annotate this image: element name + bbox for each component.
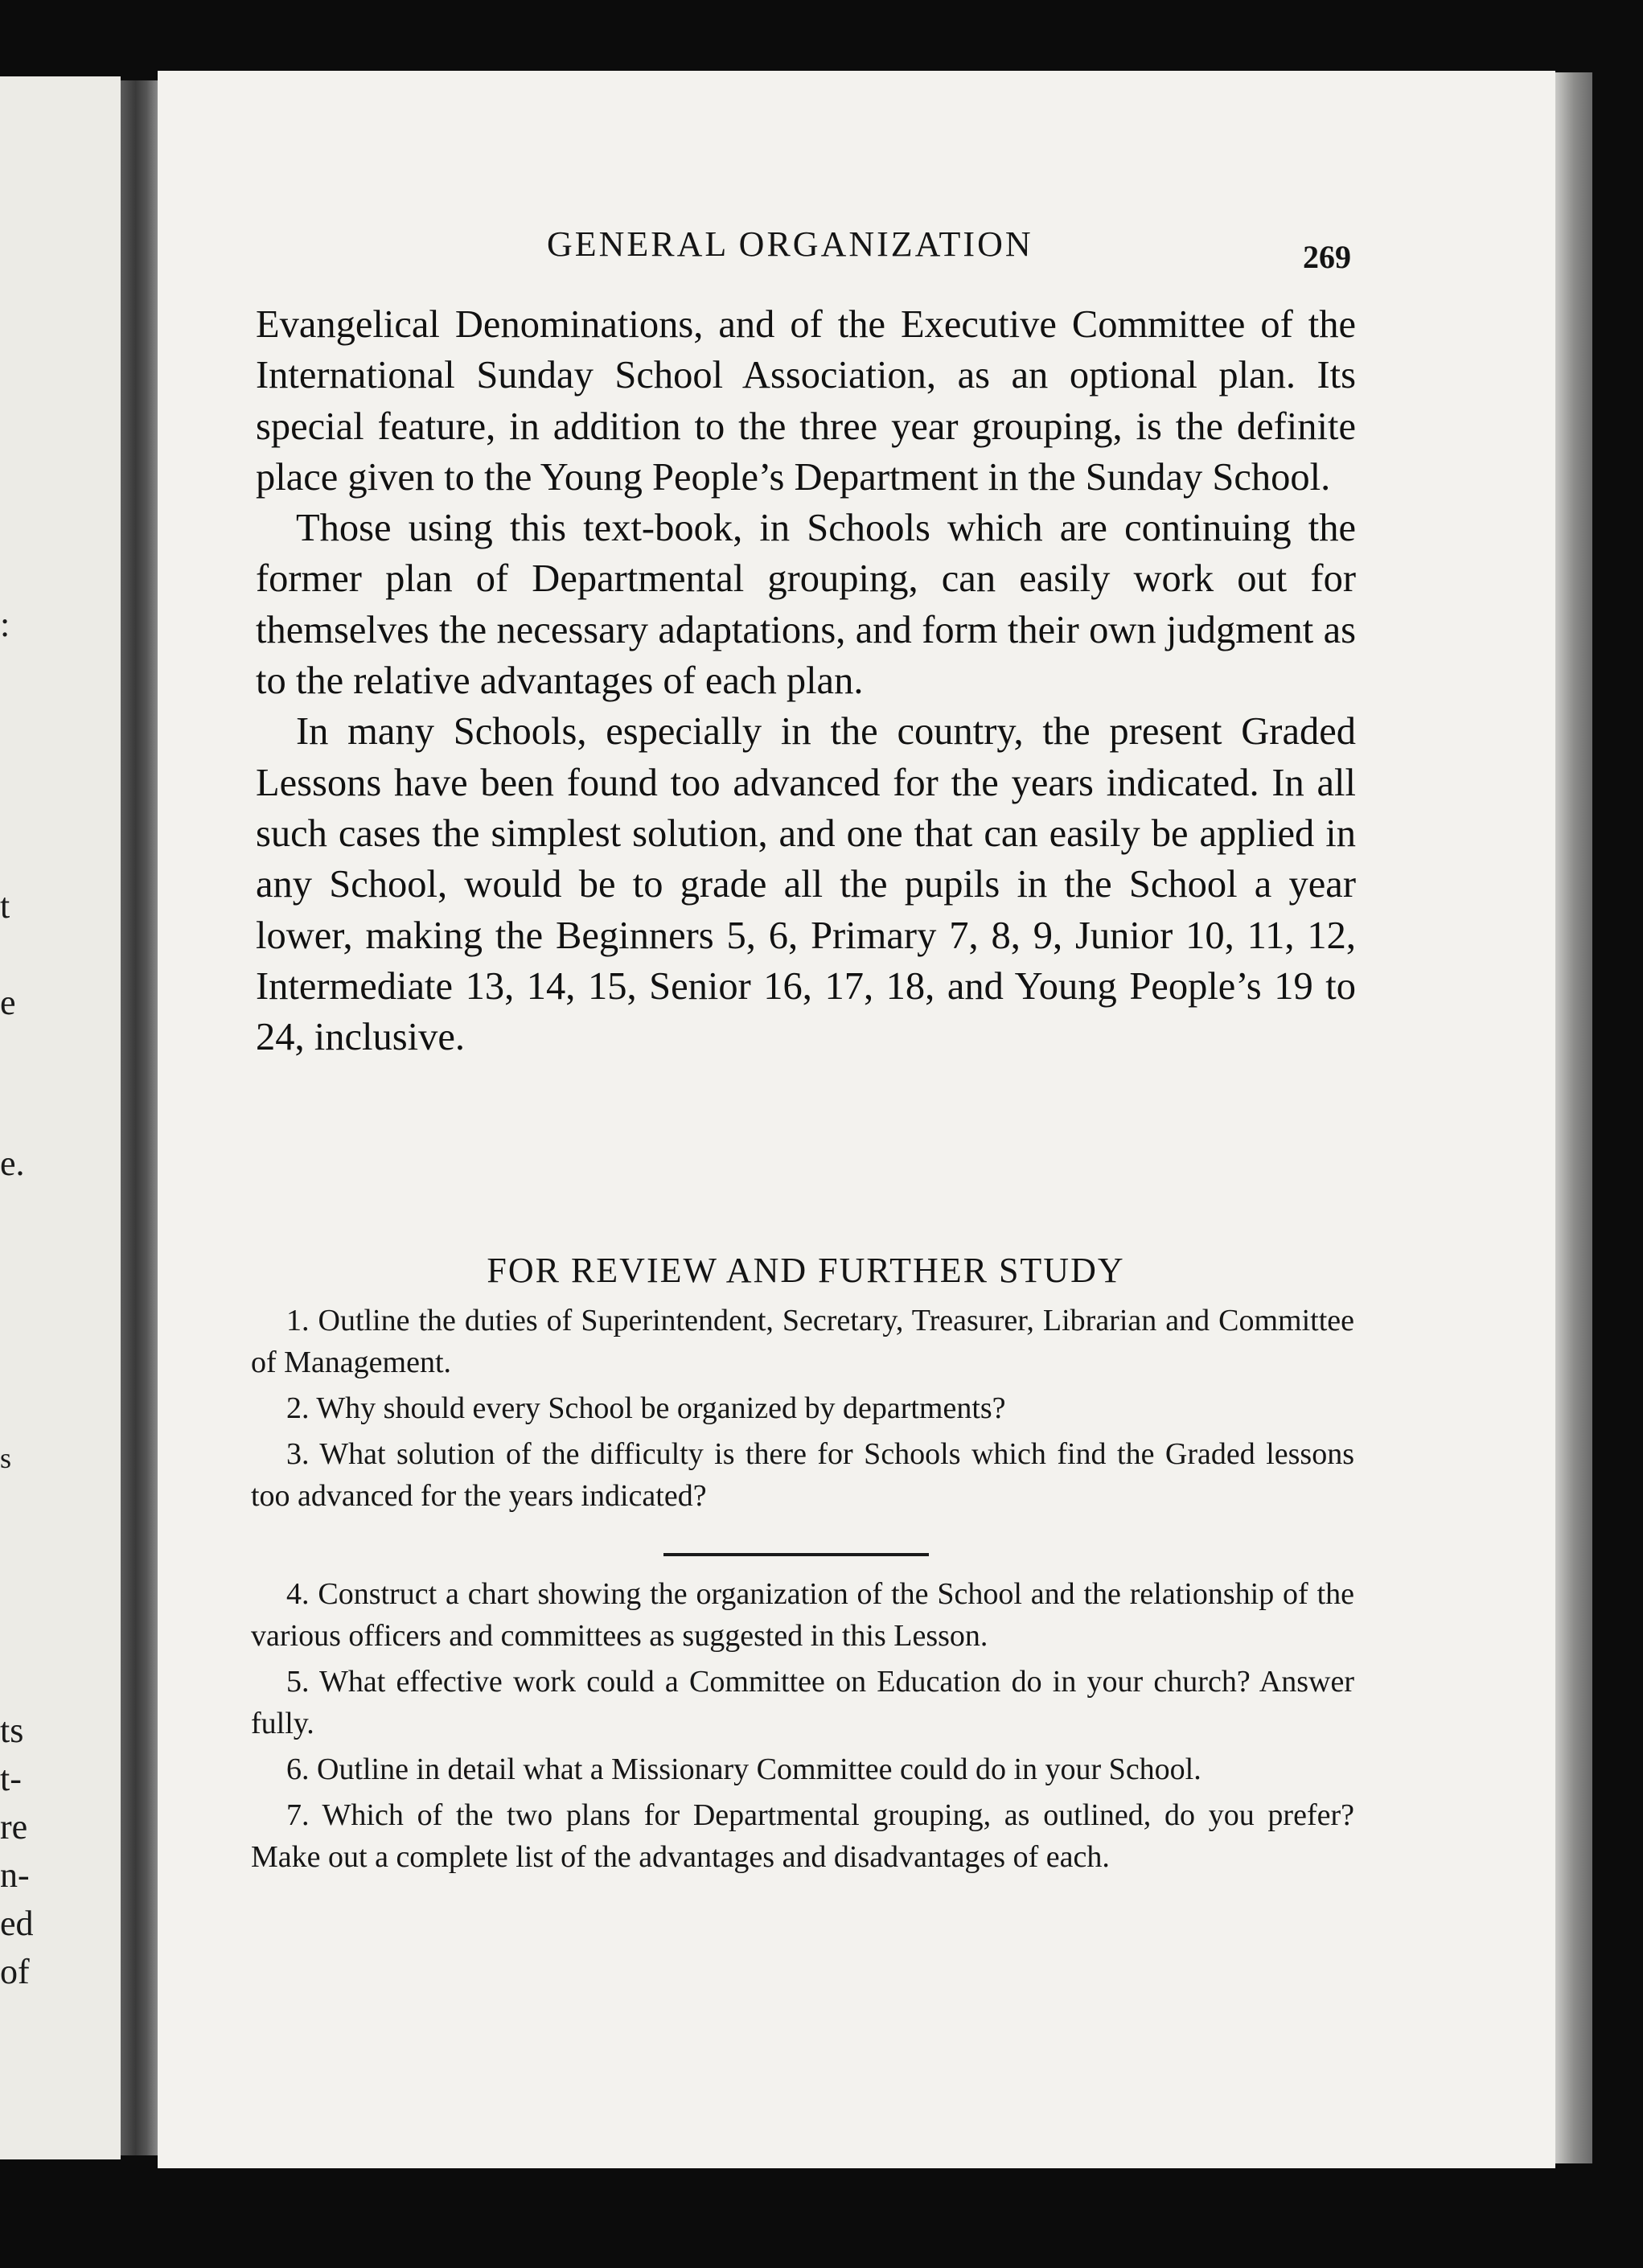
page-number: 269: [1303, 239, 1351, 275]
book-gutter: [121, 80, 158, 2155]
left-page-fragment: s: [0, 1442, 12, 1474]
page-edge: [1555, 72, 1592, 2163]
question-item: 7. Which of the two plans for Departmental grouping, as outlined, do you prefer? Make out a complete list of the advantages and disadvantages of each.: [251, 1798, 1354, 1874]
left-page-fragment: t: [0, 886, 10, 926]
body-text: [256, 299, 1356, 1062]
review-questions: [251, 1300, 1354, 1521]
question-item: 6. Outline in detail what a Missionary Committee could do in your School.: [286, 1752, 1201, 1786]
left-page-fragment: n-: [0, 1855, 30, 1895]
left-page-fragment: ts: [0, 1711, 24, 1750]
question-item: 5. What effective work could a Committee on Education do in your church? Answer fully.: [251, 1665, 1354, 1740]
paragraph: Evangelical Denominations, and of the Executive Committee of the International Sunday School Association, as an optional plan. Its special feature, in addition to the three year grouping, is the definite place given to the Young People’s Department in the Sunday School.: [256, 303, 1356, 499]
review-heading: FOR REVIEW AND FURTHER STUDY: [487, 1251, 1125, 1290]
question-item: 1. Outline the duties of Superintendent, Secretary, Treasurer, Librarian and Committee of Management.: [251, 1304, 1354, 1379]
section-divider: [663, 1553, 929, 1556]
left-page-fragment: of: [0, 1952, 30, 1991]
further-questions: [251, 1573, 1354, 1882]
paragraph: Those using this text-book, in Schools which are continuing the former plan of Departmental grouping, can easily work out for themselves the necessary adaptations, and form their own judgment as to the relative advantages of each plan.: [256, 507, 1356, 703]
paragraph: In many Schools, especially in the country, the present Graded Lessons have been found too advanced for the years indicated. In all such cases the simplest solution, and one that can easily be applied in any School, would be to grade all the pupils in the School a year lower, making the Beginners 5, 6, Primary 7, 8, 9, Junior 10, 11, 12, Intermediate 13, 14, 15, Senior 16, 17, 18, and Young People’s 19 to 24, inclusive.: [256, 710, 1356, 1059]
question-item: 3. What solution of the difficulty is there for Schools which find the Graded lessons too advanced for the years indicated?: [251, 1437, 1354, 1513]
left-page-fragment: t-: [0, 1759, 22, 1798]
left-page-fragment: e: [0, 983, 16, 1022]
left-page-fragment: ed: [0, 1904, 34, 1943]
left-page-fragment: e.: [0, 1144, 25, 1183]
left-page-fragment: re: [0, 1807, 28, 1847]
left-facing-page: [0, 76, 121, 2159]
question-item: 2. Why should every School be organized by departments?: [286, 1391, 1006, 1425]
running-head: GENERAL ORGANIZATION: [547, 224, 1033, 264]
left-page-fragment: :: [0, 605, 10, 644]
question-item: 4. Construct a chart showing the organization of the School and the relationship of the various officers and committees as suggested in this Lesson.: [251, 1577, 1354, 1653]
